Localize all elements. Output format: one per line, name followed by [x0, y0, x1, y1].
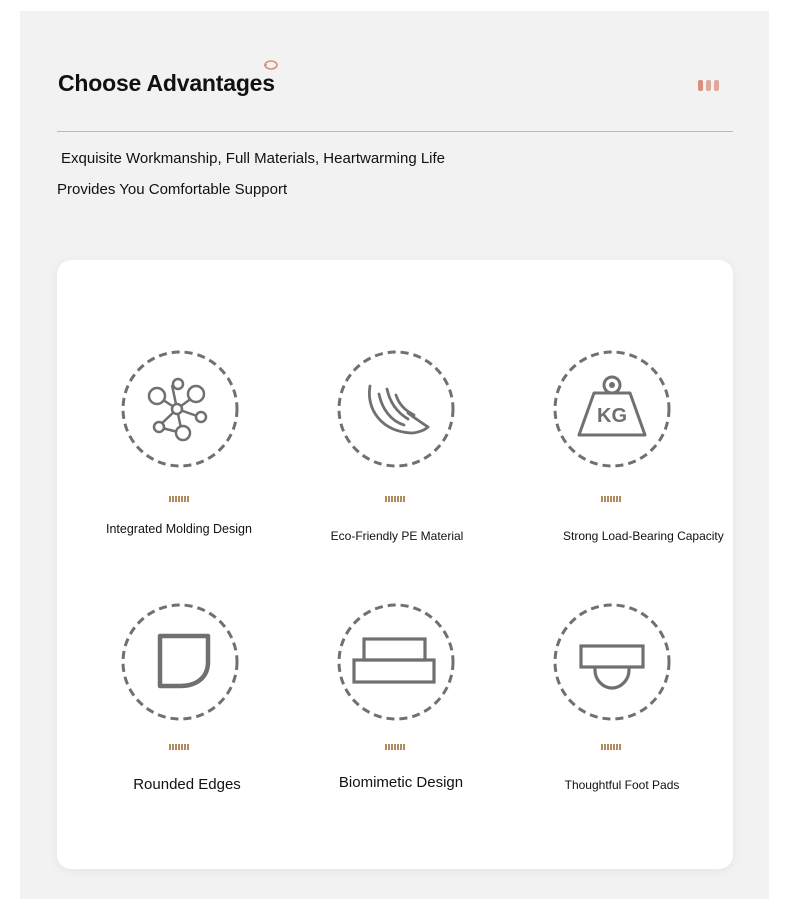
tick-marks [385, 496, 405, 502]
tick-marks [169, 744, 189, 750]
molecule-icon [120, 349, 240, 469]
feature-label: Integrated Molding Design [106, 522, 252, 536]
feature-label: Thoughtful Foot Pads [564, 778, 680, 792]
rounded-corner-icon [120, 602, 240, 722]
kg-weight-icon [552, 349, 672, 469]
feature-label: Eco-Friendly PE Material [330, 529, 464, 543]
stacked-blocks-icon [336, 602, 456, 722]
feather-icon [336, 349, 456, 469]
subtitle-line-1: Exquisite Workmanship, Full Materials, Heartwarming Life [61, 150, 446, 167]
kg-text: KG [597, 405, 627, 427]
subtitle-line-2: Provides You Comfortable Support [57, 181, 288, 198]
page-title: Choose Advantages [58, 70, 275, 96]
feature-label: Biomimetic Design [338, 774, 464, 791]
foot-pad-icon [552, 602, 672, 722]
three-bars-icon [698, 80, 719, 91]
tick-marks [601, 496, 621, 502]
feature-label: Strong Load-Bearing Capacity [563, 529, 724, 543]
feature-label: Rounded Edges [133, 776, 241, 793]
tick-marks [169, 496, 189, 502]
tick-marks [385, 744, 405, 750]
tick-marks [601, 744, 621, 750]
features-card [57, 260, 733, 869]
header-divider [57, 131, 733, 132]
leaf-deco-icon [262, 59, 280, 73]
